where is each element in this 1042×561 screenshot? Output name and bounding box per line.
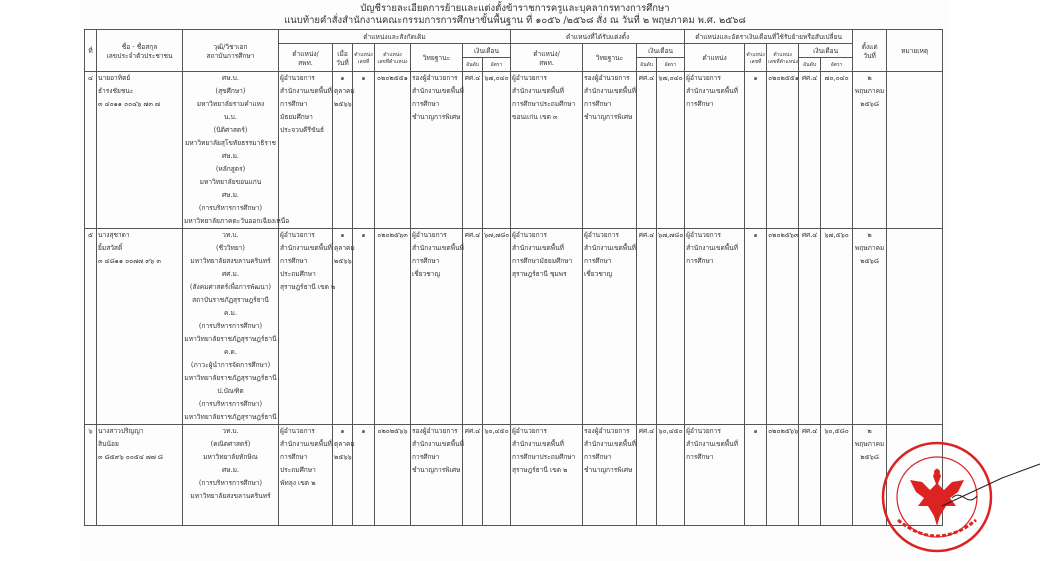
- col-group-original: ตำแหน่งและสังกัดเดิม: [279, 30, 511, 44]
- row-since-line: ๒๕๖๖: [334, 453, 352, 461]
- row-new-position-line: การศึกษามัธยมศึกษา: [512, 257, 573, 265]
- row-standing: [411, 72, 463, 229]
- row-new-position-line: การศึกษาประถมศึกษา: [512, 100, 576, 108]
- row-standing: [411, 425, 463, 526]
- row-posnum-line: ๑: [361, 231, 366, 239]
- row-move-position-line: ผู้อำนวยการ: [686, 74, 721, 82]
- row-new-standing-line: รองผู้อำนวยการ: [584, 74, 630, 82]
- row-name-line: ๓ ๘๕๙๖ ๐๐๕๔ ๗๗ ๘: [98, 453, 164, 461]
- row-move-rank: [799, 425, 821, 526]
- row-move-code: [767, 425, 799, 526]
- row-since: [333, 72, 353, 229]
- row-degree-line: (นิติศาสตร์): [213, 126, 248, 134]
- row-degree-line: มหาวิทยาลัยราชภัฏสุราษฎร์ธานี: [184, 374, 277, 382]
- row-new-rate-line: ๖๗,๐๔๐: [658, 74, 683, 82]
- row-degree-line: มหาวิทยาลัยภาคตะวันออกเฉียงเหนือ: [184, 217, 290, 225]
- row-orig-position-line: การศึกษา: [280, 453, 308, 461]
- row-degree-line: (การบริหารการศึกษา): [198, 400, 263, 408]
- row-move-position-line: ผู้อำนวยการ: [686, 427, 721, 435]
- row-move-rate-line: ๖๐,๕๘๐: [824, 427, 849, 435]
- row-move-position-line: การศึกษา: [686, 453, 714, 461]
- col-new-standing: วิทยฐานะ: [583, 44, 637, 72]
- row-effective: [853, 72, 887, 229]
- row-degree-line: น.บ.: [224, 113, 237, 121]
- row-effective-line: ๒๕๖๘: [860, 100, 879, 108]
- table-row: [85, 72, 943, 229]
- row-new-standing-line: สำนักงานเขตพื้นที่: [584, 244, 636, 252]
- row-degree-line: (การบริหารการศึกษา): [198, 479, 263, 487]
- col-new-salary: เงินเดือน: [637, 44, 685, 58]
- row-degree-line: มหาวิทยาลัยราชภัฏสุราษฎร์ธานี: [184, 335, 277, 343]
- row-effective-line: พฤษภาคม: [854, 440, 885, 448]
- row-new-position-line: สำนักงานเขตพื้นที่: [512, 244, 564, 252]
- row-move-code-line: ๐๒๐๒๕๖๓: [768, 231, 799, 239]
- row-standing-line: สำนักงานเขตพื้นที่: [412, 440, 464, 448]
- row-move-rate: [821, 72, 853, 229]
- row-standing-line: ผู้อำนวยการ: [412, 231, 447, 239]
- row-new-rank-line: ศศ.๔: [638, 74, 655, 82]
- row-orig-position-line: ผู้อำนวยการ: [280, 231, 315, 239]
- row-note: [887, 229, 943, 425]
- row-orig-position-line: การศึกษา: [280, 257, 308, 265]
- row-standing-line: สำนักงานเขตพื้นที่: [412, 244, 464, 252]
- row-move-num-line: ๑: [753, 231, 758, 239]
- row-move-code: [767, 229, 799, 425]
- row-orig-position: [279, 72, 333, 229]
- row-since-line: ๒๕๖๖: [334, 257, 352, 265]
- row-orig-position-line: มัธยมศึกษา: [280, 113, 313, 121]
- row-rate: [483, 229, 511, 425]
- col-effective: ตั้งแต่ วันที่: [853, 30, 887, 72]
- row-move-position-line: สำนักงานเขตพื้นที่: [686, 244, 738, 252]
- row-new-rate: [657, 229, 685, 425]
- row-rate-line: ๖๐,๔๕๐: [484, 427, 509, 435]
- row-degree-line: วท.บ.: [222, 231, 239, 239]
- row-new-standing-line: ชำนาญการพิเศษ: [584, 466, 633, 474]
- row-degree-line: มหาวิทยาลัยสุโขทัยธรรมาธิราช: [184, 139, 277, 147]
- row-move-position: [685, 72, 745, 229]
- row-name-line: ๓ ๔๐๑๑ ๐๐๔๖ ๗๓ ๗: [98, 100, 160, 108]
- row-rate: [483, 72, 511, 229]
- row-effective-line: ๒: [867, 231, 872, 239]
- row-degree-line: มหาวิทยาลัยสงขลานครินทร์: [190, 257, 271, 265]
- row-name: [97, 229, 183, 425]
- col-move-rank: อันดับ: [799, 58, 821, 72]
- row-rate-line: ๖๗,๗๘๐: [484, 231, 510, 239]
- row-move-num-line: ๑: [753, 427, 758, 435]
- signature-mark: [942, 458, 1042, 518]
- row-since-line: ตุลาคม: [334, 440, 355, 448]
- row-new-rate: [657, 72, 685, 229]
- row-standing-line: ชำนาญการพิเศษ: [412, 113, 461, 121]
- row-degree-line: (ชีววิทยา): [216, 244, 245, 252]
- row-posnum-line: ๑: [361, 427, 366, 435]
- row-new-position-line: ผู้อำนวยการ: [512, 231, 547, 239]
- row-new-rank: [637, 229, 657, 425]
- row-new-standing-line: ชำนาญการพิเศษ: [584, 113, 633, 121]
- row-new-position-line: สุราษฎร์ธานี เขต ๒: [512, 466, 568, 474]
- row-orig-position-line: พัทลุง เขต ๒: [280, 479, 316, 487]
- row-new-standing-line: รองผู้อำนวยการ: [584, 427, 630, 435]
- row-since-line: ตุลาคม: [334, 244, 355, 252]
- transfer-table: [84, 29, 943, 526]
- row-orig-position: [279, 229, 336, 425]
- row-orig-position-line: ประถมศึกษา: [280, 270, 316, 278]
- row-new-position-line: สำนักงานเขตพื้นที่: [512, 440, 564, 448]
- row-name-line: ๓ ๔๘๑๑ ๐๐๗๗ ๙๖ ๓: [98, 257, 161, 265]
- row-new-standing: [583, 229, 637, 425]
- row-orig-position: [279, 425, 333, 526]
- row-new-position-line: ผู้อำนวยการ: [512, 74, 547, 82]
- col-standing: วิทยฐานะ: [411, 44, 463, 72]
- row-degree: [183, 72, 290, 229]
- row-degree-line: (สังคมศาสตร์เพื่อการพัฒนา): [189, 283, 272, 291]
- row-name-line: นายอาทิตย์: [98, 74, 131, 82]
- row-standing-line: การศึกษา: [412, 100, 440, 108]
- row-degree-line: ศษ.ม.: [221, 466, 240, 474]
- row-name-line: นางสาวปริญญา: [98, 427, 144, 435]
- row-degree-line: มหาวิทยาลัยสงขลานครินทร์: [190, 492, 271, 500]
- row-standing-line: การศึกษา: [412, 257, 440, 265]
- row-degree-line: ศศ.ม.: [222, 270, 239, 278]
- row-rank: [463, 229, 483, 425]
- row-degree-line: ศษ.ม.: [221, 191, 240, 199]
- row-move-num-line: ๑: [753, 74, 758, 82]
- row-name-line: นางสุชาดา: [98, 231, 130, 239]
- document-title: บัญชีรายละเอียดการย้ายและแต่งตั้งข้าราชการครูและบุคลากรทางการศึกษา: [360, 3, 670, 14]
- row-since-line: ตุลาคม: [334, 87, 355, 95]
- col-new-position: ตำแหน่ง/ สพท.: [511, 44, 583, 72]
- row-move-rank: [799, 229, 821, 425]
- col-move-salary: เงินเดือน: [799, 44, 853, 58]
- row-orig-position-line: ประถมศึกษา: [280, 466, 316, 474]
- row-new-rank-line: ศศ.๔: [638, 427, 655, 435]
- col-degree: วุฒิ/วิชาเอก สถาบันการศึกษา: [183, 30, 279, 72]
- row-new-standing-line: เชี่ยวชาญ: [584, 270, 613, 278]
- col-move-rate: อัตรา: [821, 58, 853, 72]
- row-move-num: [745, 229, 767, 425]
- table-row: [85, 229, 943, 425]
- row-degree-line: สถาบันราชภัฏสุราษฎร์ธานี: [192, 296, 269, 304]
- document-subtitle: แนบท้ายคำสั่งสำนักงานคณะกรรมการการศึกษาขั้นพื้นฐาน ที่ ๑๐๕๖ /๒๕๖๘ สั่ง ณ วันที่ ๒ พฤษภาคม พ.ศ. ๒๕๖๘: [284, 15, 746, 26]
- row-move-code-line: ๐๒๐๒๕๕๑: [768, 74, 799, 82]
- row-since-line: ๑: [340, 231, 345, 239]
- row-orig-position-line: การศึกษา: [280, 100, 308, 108]
- row-since-line: ๒๕๖๖: [334, 100, 352, 108]
- row-move-rate-line: ๗๐,๐๔๐: [824, 74, 849, 82]
- row-new-position: [511, 72, 583, 229]
- row-new-position: [511, 229, 583, 425]
- row-number-line: ๖: [88, 427, 93, 435]
- row-degree-line: (การบริหารการศึกษา): [198, 322, 263, 330]
- col-salary: เงินเดือน: [463, 44, 511, 58]
- row-new-position-line: สุราษฎร์ธานี ชุมพร: [512, 270, 567, 278]
- row-since-line: ๑: [340, 427, 345, 435]
- row-since: [333, 229, 353, 425]
- row-new-position-line: การศึกษาประถมศึกษา: [512, 453, 576, 461]
- row-poscode: [375, 425, 411, 526]
- col-move-position: ตำแหน่ง: [685, 44, 745, 72]
- row-degree-line: วท.บ.: [222, 427, 239, 435]
- row-move-num: [745, 425, 767, 526]
- row-number: [85, 229, 97, 425]
- col-move-code: ตำแหน่ง เลขที่ตำแหน่ง: [767, 44, 799, 72]
- row-rank-line: ศศ.๔: [464, 74, 481, 82]
- row-effective-line: ๒: [867, 74, 872, 82]
- row-poscode-line: ๐๒๐๒๕๖๖: [377, 427, 408, 435]
- row-new-standing-line: สำนักงานเขตพื้นที่: [584, 440, 636, 448]
- row-degree-line: มหาวิทยาลัยขอนแก่น: [199, 178, 262, 186]
- row-orig-position-line: ผู้อำนวยการ: [280, 427, 315, 435]
- row-number-line: ๔: [88, 74, 93, 82]
- row-new-rank-line: ศศ.๔: [638, 231, 655, 239]
- row-degree-line: (การบริหารการศึกษา): [198, 204, 263, 212]
- row-orig-position-line: ประจวบคีรีขันธ์: [280, 126, 325, 134]
- row-number: [85, 72, 97, 229]
- row-effective: [853, 229, 887, 425]
- row-new-standing-line: การศึกษา: [584, 100, 612, 108]
- row-standing-line: ชำนาญการพิเศษ: [412, 466, 461, 474]
- row-move-rank: [799, 72, 821, 229]
- row-move-rate: [821, 229, 853, 425]
- row-degree-line: (สุขศึกษา): [215, 87, 246, 95]
- row-posnum: [353, 72, 375, 229]
- row-new-standing: [583, 72, 637, 229]
- row-poscode-line: ๐๒๐๒๕๕๑: [377, 74, 408, 82]
- row-move-rate-line: ๖๗,๕๖๐: [824, 231, 849, 239]
- col-note: หมายเหตุ: [887, 30, 943, 72]
- row-new-position-line: ผู้อำนวยการ: [512, 427, 547, 435]
- row-degree-line: มหาวิทยาลัยรามคำแหง: [196, 100, 265, 108]
- row-move-rate: [821, 425, 853, 526]
- row-since: [333, 425, 353, 526]
- row-orig-position-line: สุราษฎร์ธานี เขต ๒: [280, 283, 336, 291]
- row-degree-line: ศษ.ม.: [221, 152, 240, 160]
- row-new-position-line: สำนักงานเขตพื้นที่: [512, 87, 564, 95]
- row-move-rank-line: ศศ.๔: [801, 74, 818, 82]
- row-number-line: ๕: [88, 231, 93, 239]
- row-move-code: [767, 72, 799, 229]
- table-row: [85, 425, 943, 526]
- row-new-standing-line: สำนักงานเขตพื้นที่: [584, 87, 636, 95]
- row-effective-line: พฤษภาคม: [854, 244, 885, 252]
- col-move-num: ตำแหน่ง เลขที่: [745, 44, 767, 72]
- row-degree-line: มหาวิทยาลัยทักษิณ: [203, 453, 258, 461]
- row-effective-line: พฤษภาคม: [854, 87, 885, 95]
- row-name: [97, 72, 183, 229]
- row-rank-line: ศศ.๔: [464, 427, 481, 435]
- row-posnum: [353, 229, 375, 425]
- col-rate: อัตรา: [483, 58, 511, 72]
- row-degree: [183, 425, 279, 526]
- row-move-position-line: การศึกษา: [686, 257, 714, 265]
- row-name: [97, 425, 183, 526]
- row-degree-line: ศษ.บ.: [222, 74, 239, 82]
- row-posnum: [353, 425, 375, 526]
- row-name-line: ยิ้มสวัสดิ์: [98, 244, 123, 252]
- col-no: ที่: [85, 30, 97, 72]
- row-move-rank-line: ศศ.๔: [801, 427, 818, 435]
- row-standing-line: รองผู้อำนวยการ: [412, 427, 458, 435]
- row-new-standing-line: ผู้อำนวยการ: [584, 231, 619, 239]
- row-move-position: [685, 229, 745, 425]
- row-degree-line: (ภาวะผู้นำการจัดการศึกษา): [190, 361, 271, 369]
- row-move-num: [745, 72, 767, 229]
- row-rate: [483, 425, 511, 526]
- row-name-line: สินน้อย: [98, 440, 119, 448]
- row-move-rank-line: ศศ.๔: [801, 231, 818, 239]
- row-standing-line: รองผู้อำนวยการ: [412, 74, 458, 82]
- row-degree-line: ค.ม.: [224, 309, 237, 317]
- row-new-rank: [637, 425, 657, 526]
- table-body: [85, 72, 943, 526]
- row-new-position: [511, 425, 583, 526]
- row-new-rate-line: ๖๐,๔๕๐: [658, 427, 683, 435]
- col-orig-position: ตำแหน่ง/ สพท.: [279, 44, 333, 72]
- row-degree: [183, 229, 279, 425]
- row-standing-line: สำนักงานเขตพื้นที่: [412, 87, 464, 95]
- col-new-rank: อันดับ: [637, 58, 657, 72]
- row-degree-line: ป.บัณฑิต: [217, 387, 244, 395]
- row-rank: [463, 72, 483, 229]
- row-move-position-line: สำนักงานเขตพื้นที่: [686, 87, 738, 95]
- col-name: ชื่อ - ชื่อสกุล เลขประจำตัวประชาชน: [97, 30, 183, 72]
- row-effective-line: ๒๕๖๘: [860, 453, 879, 461]
- row-effective-line: ๒: [867, 427, 872, 435]
- row-number: [85, 425, 97, 526]
- row-effective-line: ๒๕๖๘: [860, 257, 879, 265]
- col-posnum: ตำแหน่ง เลขที่: [353, 44, 375, 72]
- col-new-rate: อัตรา: [657, 58, 685, 72]
- row-orig-position-line: สำนักงานเขตพื้นที่: [280, 244, 332, 252]
- row-orig-position-line: สำนักงานเขตพื้นที่: [280, 440, 332, 448]
- row-orig-position-line: ผู้อำนวยการ: [280, 74, 315, 82]
- row-move-position-line: ผู้อำนวยการ: [686, 231, 721, 239]
- row-degree-line: มหาวิทยาลัยราชภัฏสุราษฎร์ธานี: [184, 413, 277, 421]
- row-degree-line: ค.ด.: [224, 348, 237, 356]
- row-rate-line: ๖๗,๐๔๐: [484, 74, 509, 82]
- row-standing-line: เชี่ยวชาญ: [412, 270, 441, 278]
- row-degree-line: (คณิตศาสตร์): [210, 440, 251, 448]
- row-name-line: ธำรงชัยชนะ: [98, 87, 134, 95]
- col-poscode: ตำแหน่ง เลขที่ตำแหน่ง: [375, 44, 411, 72]
- row-move-position: [685, 425, 745, 526]
- row-new-rate: [657, 425, 685, 526]
- row-new-position-line: ขอนแก่น เขต ๓: [512, 113, 558, 121]
- row-new-standing-line: การศึกษา: [584, 453, 612, 461]
- row-rank: [463, 425, 483, 526]
- row-poscode-line: ๐๒๐๒๕๖๓: [377, 231, 408, 239]
- col-group-move: ตำแหน่งและอัตราเงินเดือนที่ใช้รับย้ายหรือสับเปลี่ยน: [685, 30, 853, 44]
- col-rank: อันดับ: [463, 58, 483, 72]
- row-rank-line: ศศ.๔: [464, 231, 481, 239]
- document-page: [80, 0, 950, 561]
- row-new-standing: [583, 425, 637, 526]
- row-posnum-line: ๑: [361, 74, 366, 82]
- col-since: เมื่อ วันที่: [333, 44, 353, 72]
- row-move-position-line: สำนักงานเขตพื้นที่: [686, 440, 738, 448]
- row-new-standing-line: การศึกษา: [584, 257, 612, 265]
- row-standing-line: การศึกษา: [412, 453, 440, 461]
- row-poscode: [375, 72, 411, 229]
- row-note: [887, 72, 943, 229]
- row-since-line: ๑: [340, 74, 345, 82]
- row-standing: [411, 229, 463, 425]
- row-move-code-line: ๐๒๐๒๕๖๖: [768, 427, 799, 435]
- row-new-rank: [637, 72, 657, 229]
- row-poscode: [375, 229, 411, 425]
- row-degree-line: (หลักสูตร): [215, 165, 246, 173]
- row-new-rate-line: ๖๗,๗๘๐: [658, 231, 684, 239]
- col-group-new: ตำแหน่งที่ได้รับแต่งตั้ง: [511, 30, 685, 44]
- row-orig-position-line: สำนักงานเขตพื้นที่: [280, 87, 332, 95]
- row-move-position-line: การศึกษา: [686, 100, 714, 108]
